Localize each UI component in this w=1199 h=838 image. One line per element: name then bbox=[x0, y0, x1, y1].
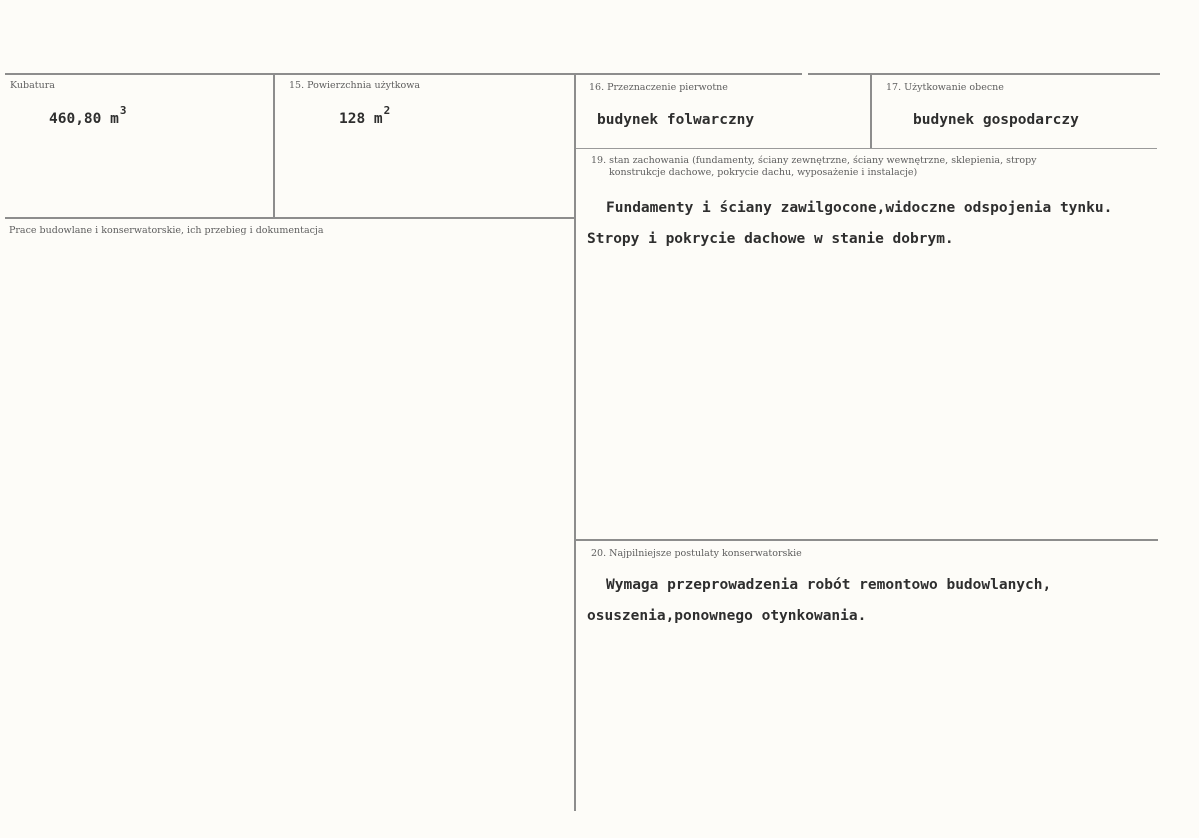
powierzchnia-exponent: 2 bbox=[383, 104, 391, 117]
kubatura-label: Kubatura bbox=[10, 80, 55, 91]
divider-kubatura bbox=[273, 73, 275, 217]
rule-above-postulaty bbox=[576, 539, 1158, 541]
stan-label-line1: 19. stan zachowania (fundamenty, ściany zewnętrzne, ściany wewnętrzne, sklepienia, stropy bbox=[591, 155, 1037, 166]
stan-label-line2: konstrukcje dachowe, pokrycie dachu, wyposażenie i instalacje) bbox=[609, 167, 918, 178]
powierzchnia-number: 128 m bbox=[339, 111, 383, 127]
rule-under-przeznaczenie bbox=[576, 148, 1157, 149]
przeznaczenie-label: 16. Przeznaczenie pierwotne bbox=[589, 82, 728, 93]
rule-under-top-left bbox=[5, 217, 575, 219]
center-divider bbox=[574, 73, 576, 811]
postulaty-text-line2: osuszenia,ponownego otynkowania. bbox=[587, 608, 867, 624]
kubatura-exponent: 3 bbox=[119, 104, 127, 117]
top-rule-left bbox=[5, 73, 802, 75]
divider-uzytkowanie bbox=[870, 73, 872, 148]
kubatura-number: 460,80 m bbox=[49, 111, 119, 127]
postulaty-text-line1: Wymaga przeprowadzenia robót remontowo budowlanych, bbox=[606, 577, 1052, 593]
top-rule-right bbox=[808, 73, 1160, 75]
prace-label: Prace budowlane i konserwatorskie, ich przebieg i dokumentacja bbox=[9, 225, 324, 236]
uzytkowanie-label: 17. Użytkowanie obecne bbox=[886, 82, 1004, 93]
postulaty-label: 20. Najpilniejsze postulaty konserwatorskie bbox=[591, 548, 802, 559]
stan-text-line1: Fundamenty i ściany zawilgocone,widoczne odspojenia tynku. bbox=[606, 200, 1113, 216]
powierzchnia-label: 15. Powierzchnia użytkowa bbox=[289, 80, 421, 91]
uzytkowanie-value: budynek gospodarczy bbox=[913, 112, 1079, 128]
stan-text-line2: Stropy i pokrycie dachowe w stanie dobrym. bbox=[587, 231, 954, 247]
kubatura-value bbox=[49, 104, 127, 127]
przeznaczenie-value: budynek folwarczny bbox=[597, 112, 755, 128]
powierzchnia-value bbox=[339, 104, 391, 127]
